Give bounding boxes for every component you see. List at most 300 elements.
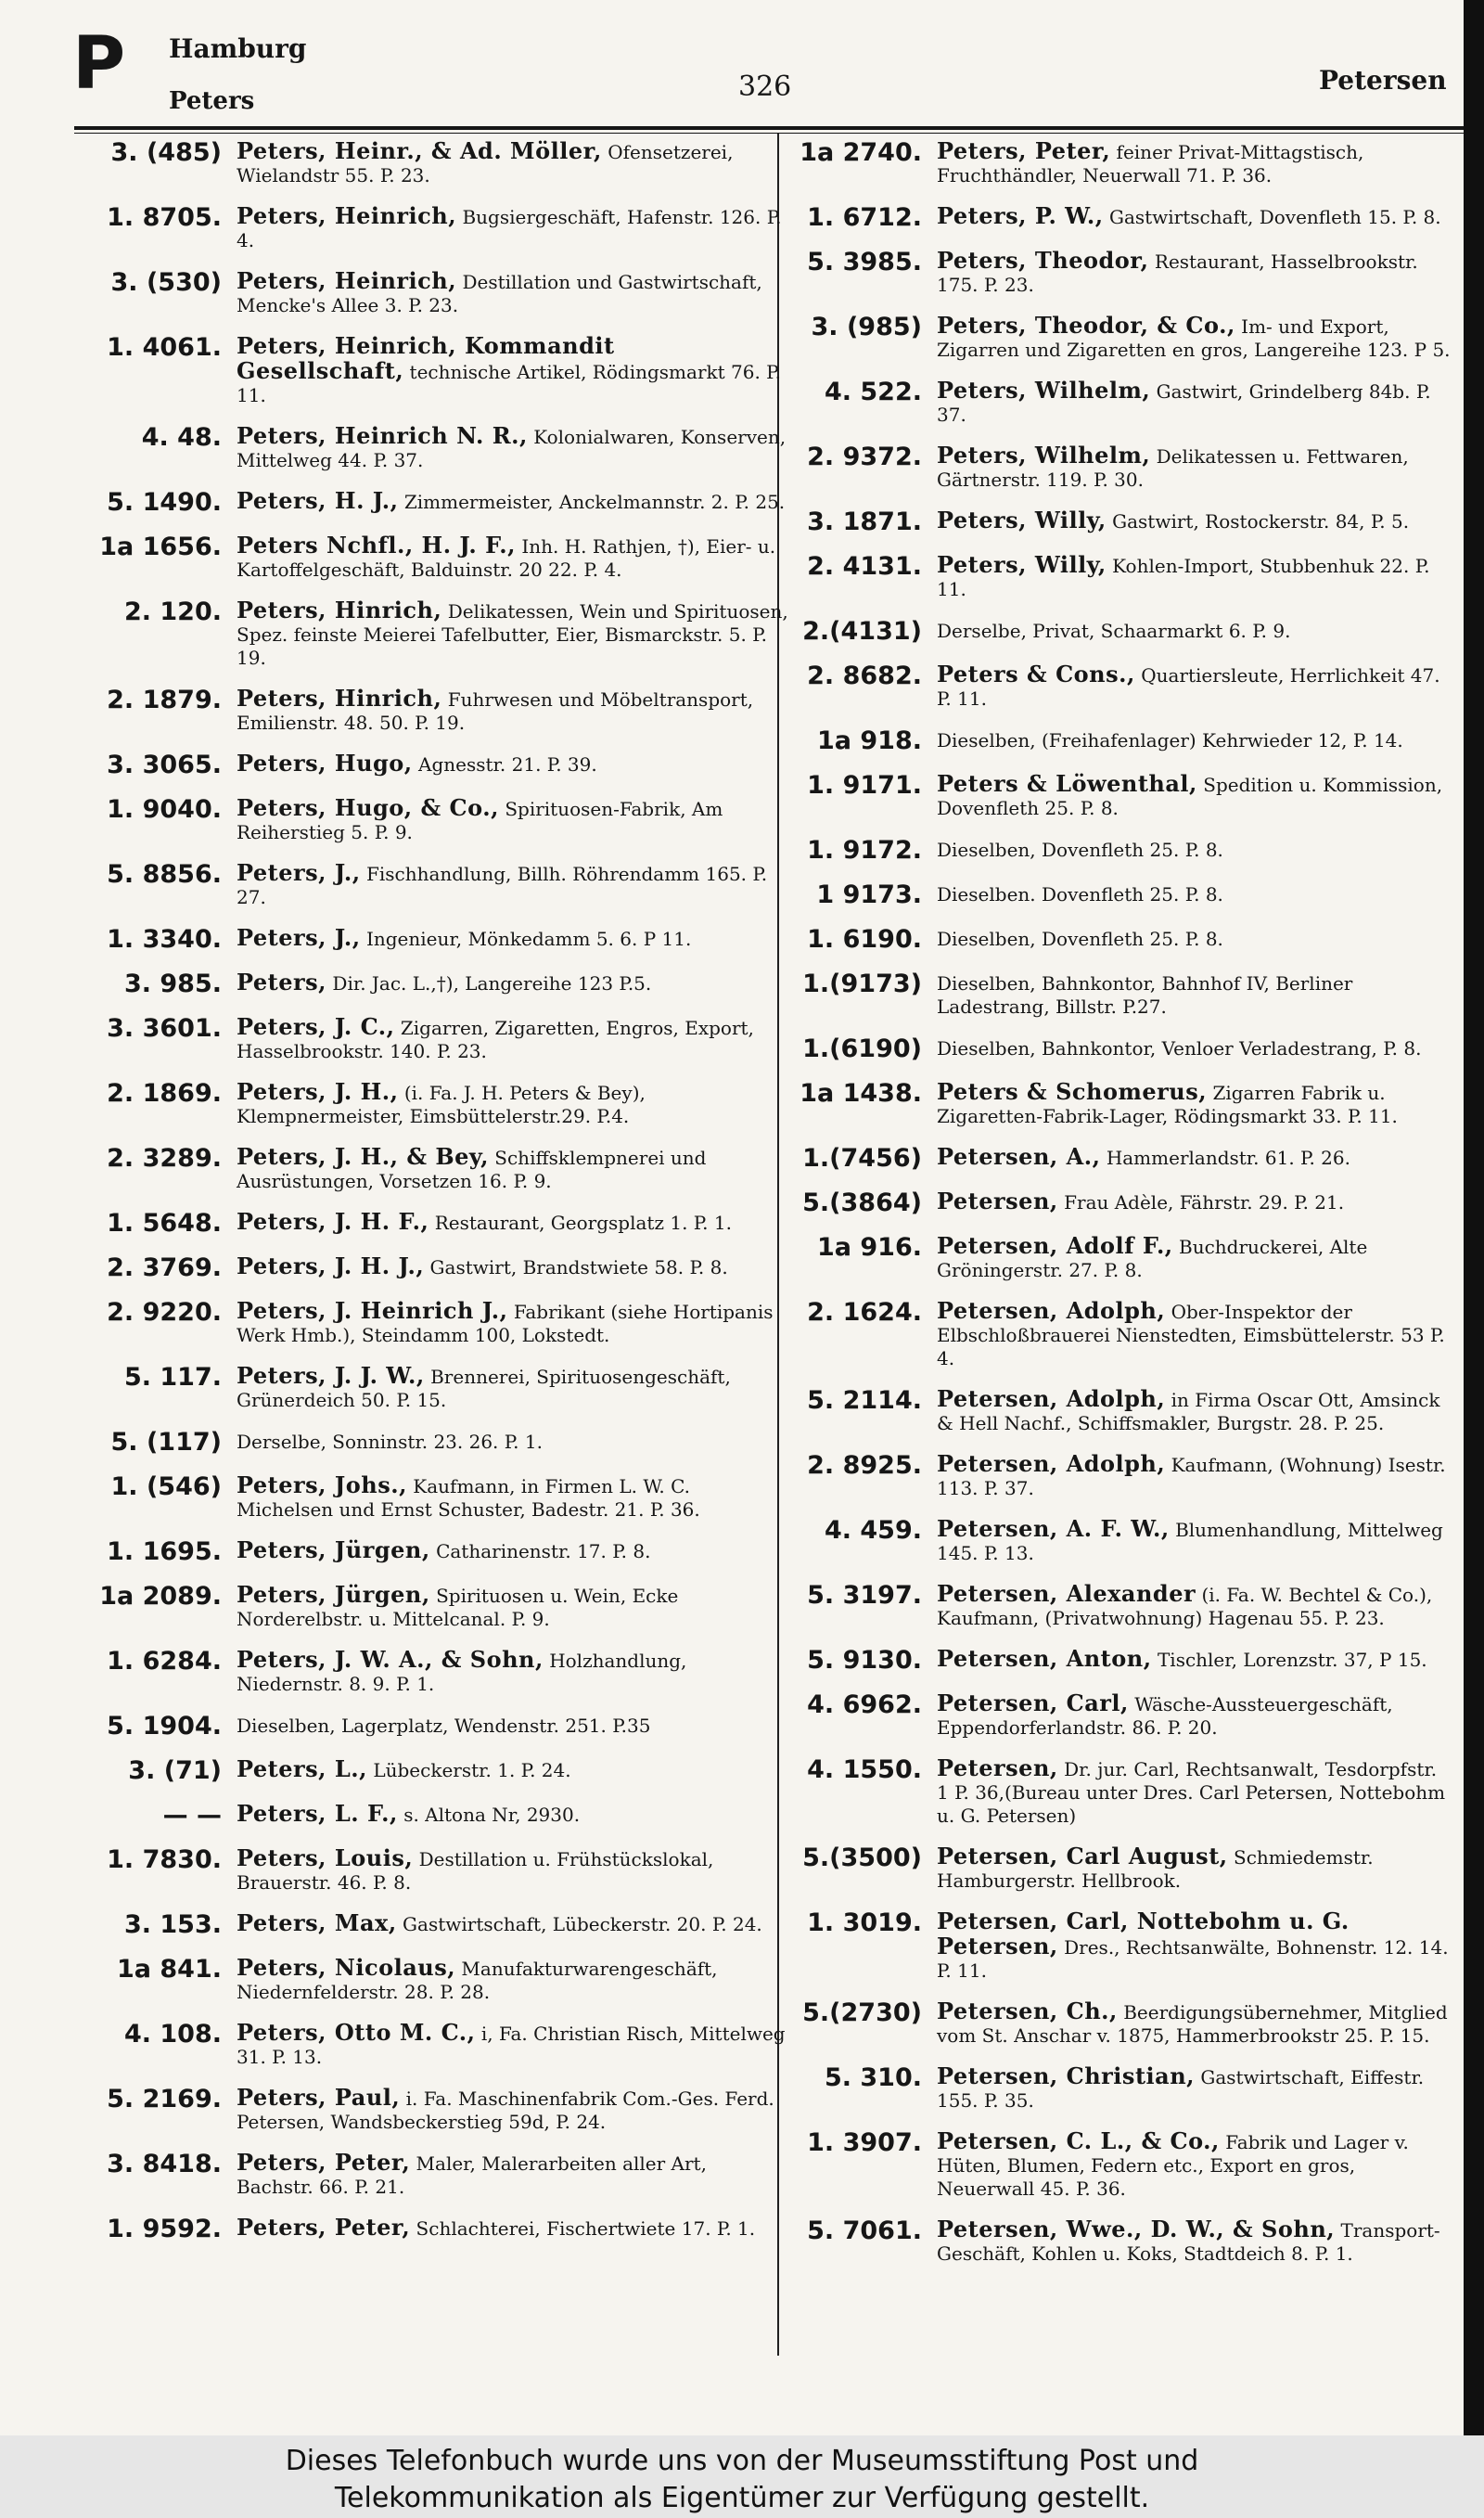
subscriber-name: Peters, Otto M. C.,: [237, 2019, 476, 2046]
entry-text: [937, 618, 1451, 643]
entry-text: [237, 489, 788, 514]
subscriber-details: Wäsche-Aussteuergeschäft, Eppendorferlandstr. 86. P. 20.: [937, 1693, 1393, 1739]
phone-number: 4. 48.: [141, 423, 222, 452]
directory-entry: [74, 1299, 788, 1347]
directory-entry: [74, 1956, 788, 2004]
subscriber-details: Gastwirt, Rostockerstr. 84, P. 5.: [1112, 510, 1410, 533]
subscriber-name: Peters, J. Heinrich J.,: [237, 1297, 508, 1324]
subscriber-details: Dieselben, Lagerplatz, Wendenstr. 251. P.35: [237, 1715, 651, 1737]
phone-number: 1a 841.: [116, 1955, 222, 1984]
subscriber-name: Peters & Löwenthal,: [937, 770, 1197, 797]
subscriber-details: Gastwirtschaft, Lübeckerstr. 20. P. 24.: [403, 1913, 762, 1935]
subscriber-details: Quartiersleute, Herrlichkeit 47. P. 11.: [937, 664, 1440, 710]
subscriber-details: s. Altona Nr, 2930.: [403, 1804, 581, 1826]
running-head: Petersen: [1319, 65, 1447, 96]
subscriber-details: Schmiedemstr. Hamburgerstr. Hellbrook.: [937, 1846, 1374, 1892]
directory-entry: [74, 1538, 788, 1566]
entry-text: [937, 1189, 1451, 1214]
directory-entry: [74, 1757, 788, 1785]
entry-text: [937, 662, 1451, 711]
subscriber-details: Im- und Export, Zigarren und Zigaretten en gros, Langereihe 123. P 5.: [937, 315, 1451, 361]
footer-line-2: Telekommunikation als Eigentümer zur Verfügung gestellt.: [334, 2482, 1150, 2514]
entry-text: [937, 1756, 1451, 1828]
directory-entry: [790, 1387, 1451, 1435]
entry-text: [937, 727, 1451, 752]
phone-number: 2. 1879.: [107, 686, 222, 714]
phone-number: — —: [162, 1801, 222, 1830]
subscriber-name: Peters, Hugo, & Co.,: [237, 794, 499, 821]
subscriber-details: Spirituosen u. Wein, Ecke Norderelbstr. u. Mittelcanal. P. 9.: [237, 1585, 679, 1630]
entry-text: [937, 772, 1451, 820]
directory-entry: [790, 1234, 1451, 1282]
entry-text: [237, 2021, 788, 2069]
entry-text: [237, 1757, 788, 1782]
subscriber-name: Petersen, Carl,: [937, 1689, 1129, 1716]
subscriber-name: Petersen, Adolph,: [937, 1297, 1166, 1324]
subscriber-name: Peters, Johs.,: [237, 1471, 407, 1498]
entry-text: [937, 314, 1451, 362]
entry-text: [237, 1299, 788, 1347]
entry-text: [937, 1691, 1451, 1740]
phone-number: 1. 8705.: [107, 203, 222, 232]
entry-text: [937, 508, 1451, 533]
subscriber-name: Peters, J. C.,: [237, 1013, 395, 1040]
header-city: Hamburg: [169, 33, 307, 64]
subscriber-details: Buchdruckerei, Alte Gröningerstr. 27. P. 8.: [937, 1236, 1368, 1281]
subscriber-details: Bugsiergeschäft, Hafenstr. 126. P. 4.: [237, 206, 782, 251]
phone-number: 3. 153.: [123, 1910, 222, 1939]
subscriber-details: Spirituosen-Fabrik, Am Reiherstieg 5. P. 9.: [237, 798, 723, 843]
directory-entry: [74, 1473, 788, 1522]
entry-text: [237, 1210, 788, 1235]
phone-number: 1. 6190.: [807, 925, 922, 954]
subscriber-details: Hammerlandstr. 61. P. 26.: [1106, 1147, 1350, 1169]
subscriber-name: Peters, Willy,: [937, 507, 1107, 533]
entry-text: [237, 2216, 788, 2241]
subscriber-details: Dres., Rechtsanwälte, Bohnenstr. 12. 14. P. 11.: [937, 1936, 1449, 1982]
entry-text: [937, 2217, 1451, 2266]
phone-number: 3. 8418.: [107, 2150, 222, 2178]
subscriber-name: Peters, Theodor,: [937, 247, 1149, 274]
phone-number: 1. 9040.: [107, 795, 222, 824]
entry-text: [237, 269, 788, 317]
subscriber-name: Peters, Theodor, & Co.,: [937, 312, 1235, 339]
directory-entry: [790, 2064, 1451, 2113]
subscriber-details: Schiffsklempnerei und Ausrüstungen, Vorsetzen 16. P. 9.: [237, 1147, 707, 1192]
subscriber-details: Catharinenstr. 17. P. 8.: [436, 1540, 651, 1562]
phone-number: 5.(2730): [802, 1998, 922, 2027]
phone-number: 1. 9592.: [107, 2215, 222, 2243]
subscriber-name: Peters, J.,: [237, 924, 361, 951]
directory-entry: [790, 249, 1451, 297]
subscriber-details: Ober-Inspektor der Elbschloßbrauerei Nienstedten, Eimsbüttelerstr. 53 P. 4.: [937, 1301, 1445, 1369]
subscriber-details: Dieselben. Dovenfleth 25. P. 8.: [937, 883, 1223, 906]
subscriber-details: Restaurant, Georgsplatz 1. P. 1.: [434, 1212, 732, 1234]
entry-text: [937, 553, 1451, 601]
directory-entry: [790, 1452, 1451, 1500]
subscriber-name: Peters, Wilhelm,: [937, 442, 1151, 469]
directory-entry: [790, 1691, 1451, 1740]
phone-number: 1. 3340.: [107, 925, 222, 954]
phone-number: 3. 3601.: [107, 1014, 222, 1043]
directory-entry: [790, 970, 1451, 1019]
entry-text: [937, 249, 1451, 297]
phone-number: 5. (117): [110, 1428, 222, 1457]
subscriber-name: Peters, Peter,: [237, 2214, 411, 2241]
entry-text: [237, 687, 788, 735]
entry-text: [237, 598, 788, 670]
directory-entry: [74, 970, 788, 998]
subscriber-details: Derselbe, Privat, Schaarmarkt 6. P. 9.: [937, 620, 1291, 642]
directory-entry: [790, 1647, 1451, 1675]
directory-entry: [790, 379, 1451, 427]
subscriber-details: (i. Fa. W. Bechtel & Co.), Kaufmann, (Privatwohnung) Hagenau 55. P. 23.: [937, 1584, 1433, 1629]
directory-entry: [74, 1802, 788, 1830]
entry-text: [237, 139, 788, 187]
entry-text: [237, 1145, 788, 1193]
phone-number: 5. 3985.: [807, 248, 922, 276]
entry-text: [237, 926, 788, 951]
entry-text: [937, 1844, 1451, 1893]
subscriber-details: Kaufmann, in Firmen L. W. C. Michelsen und Ernst Schuster, Badestr. 21. P. 36.: [237, 1475, 700, 1521]
entry-text: [937, 1582, 1451, 1630]
entry-text: [237, 1802, 788, 1827]
entry-text: [237, 1254, 788, 1279]
book-spine: [1464, 0, 1484, 2435]
entry-text: [237, 1080, 788, 1128]
directory-entry: [790, 772, 1451, 820]
subscriber-name: Peters & Schomerus,: [937, 1078, 1208, 1105]
subscriber-details: Blumenhandlung, Mittelweg 145. P. 13.: [937, 1519, 1443, 1564]
directory-entry: [790, 837, 1451, 865]
header-rule: [74, 126, 1464, 130]
entry-text: [237, 2151, 788, 2199]
entry-text: [237, 1956, 788, 2004]
subscriber-details: Lübeckerstr. 1. P. 24.: [373, 1759, 571, 1781]
phone-number: 4. 108.: [123, 2020, 222, 2049]
header-rule-thin: [74, 133, 1464, 134]
subscriber-name: Petersen, Ch.,: [937, 1998, 1118, 2024]
subscriber-details: i. Fa. Maschinenfabrik Com.-Ges. Ferd. Petersen, Wandsbeckerstieg 59d, P. 24.: [237, 2088, 774, 2133]
subscriber-name: Peters, Heinrich N. R.,: [237, 422, 528, 449]
subscriber-details: Manufakturwarengeschäft, Niedernfelderstr. 28. P. 28.: [237, 1958, 718, 2003]
subscriber-details: Brennerei, Spirituosengeschäft, Grünerdeich 50. P. 15.: [237, 1366, 731, 1411]
subscriber-details: Dieselben, Bahnkontor, Venloer Verladestrang, P. 8.: [937, 1037, 1422, 1060]
subscriber-details: Zimmermeister, Anckelmannstr. 2. P. 25.: [403, 491, 786, 513]
subscriber-name: Petersen, A. F. W.,: [937, 1515, 1170, 1542]
subscriber-name: Petersen, Alexander: [937, 1580, 1196, 1607]
phone-number: 1. 6712.: [807, 203, 922, 232]
directory-entry: [790, 1582, 1451, 1630]
right-column: [790, 139, 1451, 2282]
directory-entry: [790, 1145, 1451, 1173]
directory-entry: [74, 139, 788, 187]
directory-entry: [74, 2021, 788, 2069]
entry-text: [237, 1538, 788, 1563]
entry-text: [237, 334, 788, 407]
entry-text: [237, 1429, 788, 1454]
subscriber-details: Holzhandlung, Niedernstr. 8. 9. P. 1.: [237, 1650, 687, 1695]
directory-entry: [790, 618, 1451, 646]
directory-entry: [74, 1583, 788, 1631]
page-number: 326: [738, 71, 792, 103]
directory-entry: [74, 424, 788, 472]
directory-entry: [74, 1713, 788, 1741]
phone-number: 2. 1869.: [107, 1079, 222, 1108]
directory-entry: [790, 508, 1451, 536]
directory-entry: [790, 881, 1451, 909]
phone-number: 5. 8856.: [107, 860, 222, 889]
directory-entry: [74, 1015, 788, 1063]
subscriber-name: Peters, Peter,: [937, 139, 1111, 164]
subscriber-name: Peters Nchfl., H. J. F.,: [237, 532, 516, 559]
directory-entry: [74, 2086, 788, 2134]
directory-entry: [790, 662, 1451, 711]
subscriber-details: Delikatessen u. Fettwaren, Gärtnerstr. 119. P. 30.: [937, 445, 1409, 491]
subscriber-name: Petersen, Carl, Nottebohm u. G. Petersen,: [937, 1908, 1350, 1959]
subscriber-name: Peters, H. J.,: [237, 487, 399, 514]
directory-entry: [74, 1911, 788, 1939]
entry-text: [237, 861, 788, 909]
subscriber-name: Peters, Heinr., & Ad. Möller,: [237, 139, 602, 164]
directory-entry: [74, 533, 788, 582]
subscriber-details: Ingenieur, Mönkedamm 5. 6. P 11.: [365, 928, 692, 950]
entry-text: [937, 881, 1451, 906]
phone-number: 2. 9220.: [107, 1298, 222, 1327]
entry-text: [237, 1648, 788, 1696]
directory-entry: [790, 1035, 1451, 1063]
subscriber-details: Destillation u. Frühstückslokal, Brauerstr. 46. P. 8.: [237, 1848, 714, 1894]
phone-number: 2. 120.: [123, 597, 222, 626]
phone-number: 4. 522.: [824, 378, 922, 406]
subscriber-name: Petersen, Adolph,: [937, 1385, 1166, 1412]
entry-text: [237, 424, 788, 472]
entry-text: [937, 1387, 1451, 1435]
directory-entry: [74, 2216, 788, 2243]
subscriber-name: Peters, J. H., & Bey,: [237, 1143, 489, 1170]
entry-text: [237, 796, 788, 844]
directory-entry: [74, 926, 788, 954]
directory-entry: [74, 752, 788, 779]
directory-entry: [74, 204, 788, 252]
directory-entry: [790, 1517, 1451, 1565]
subscriber-details: Spedition u. Kommission, Dovenfleth 25. P. 8.: [937, 774, 1443, 819]
subscriber-name: Petersen, Adolf F.,: [937, 1232, 1173, 1259]
entry-text: [237, 1846, 788, 1895]
directory-entry: [74, 1364, 788, 1412]
subscriber-name: Petersen, C. L., & Co.,: [937, 2127, 1220, 2154]
subscriber-details: Kaufmann, (Wohnung) Isestr. 113. P. 37.: [937, 1454, 1446, 1499]
phone-number: 1. (546): [110, 1472, 222, 1501]
phone-number: 3. 985.: [123, 970, 222, 998]
subscriber-name: Peters, Jürgen,: [237, 1581, 430, 1608]
subscriber-name: Peters, P. W.,: [937, 202, 1104, 229]
subscriber-name: Peters, Willy,: [937, 551, 1107, 578]
subscriber-name: Peters, Nicolaus,: [237, 1954, 456, 1981]
entry-text: [237, 204, 788, 252]
subscriber-details: Destillation und Gastwirtschaft, Mencke's Allee 3. P. 23.: [237, 271, 762, 316]
subscriber-name: Petersen, A.,: [937, 1143, 1101, 1170]
phone-number: 1. 7830.: [107, 1845, 222, 1874]
subscriber-details: Tischler, Lorenzstr. 37, P 15.: [1157, 1649, 1427, 1671]
phone-number: 5. 2114.: [807, 1386, 922, 1415]
subscriber-details: (i. Fa. J. H. Peters & Bey), Klempnermeister, Eimsbüttelerstr.29. P.4.: [237, 1082, 646, 1127]
entry-text: [237, 752, 788, 777]
subscriber-details: Dir. Jac. L.,†), Langereihe 123 P.5.: [332, 972, 652, 995]
entry-text: [937, 1035, 1451, 1060]
phone-number: 2. 4131.: [807, 552, 922, 581]
directory-entry: [790, 1080, 1451, 1128]
phone-number: 1. 9172.: [807, 836, 922, 865]
phone-number: 4. 1550.: [807, 1755, 922, 1784]
phone-number: 2. 8925.: [807, 1451, 922, 1480]
phone-number: 3. 1871.: [807, 507, 922, 536]
phone-number: 2. 3289.: [107, 1144, 222, 1173]
directory-entry: [74, 1080, 788, 1128]
phone-number: 1a 2089.: [99, 1582, 222, 1611]
entry-text: [937, 379, 1451, 427]
phone-number: 5.(3500): [802, 1844, 922, 1872]
subscriber-name: Petersen,: [937, 1754, 1058, 1781]
directory-entry: [74, 489, 788, 517]
subscriber-name: Peters, Paul,: [237, 2084, 401, 2111]
phone-number: 3. (485): [110, 139, 222, 167]
subscriber-details: Fabrik und Lager v. Hüten, Blumen, Federn etc., Export en gros, Neuerwall 45. P. 36.: [937, 2131, 1409, 2200]
subscriber-name: Peters, J. H. J.,: [237, 1253, 425, 1279]
phone-number: 1a 916.: [816, 1233, 922, 1262]
subscriber-name: Peters, J. H.,: [237, 1078, 399, 1105]
phone-number: 1.(7456): [802, 1144, 922, 1173]
phone-number: 5.(3864): [802, 1188, 922, 1217]
phone-number: 3. (530): [110, 268, 222, 297]
subscriber-details: Dieselben, Dovenfleth 25. P. 8.: [937, 928, 1223, 950]
subscriber-name: Peters, Hinrich,: [237, 685, 442, 712]
subscriber-details: Kohlen-Import, Stubbenhuk 22. P. 11.: [937, 555, 1430, 600]
phone-number: 1. 6284.: [107, 1647, 222, 1676]
subscriber-details: Restaurant, Hasselbrookstr. 175. P. 23.: [937, 251, 1418, 296]
subscriber-details: in Firma Oscar Ott, Amsinck & Hell Nachf., Schiffsmakler, Burgstr. 28. P. 25.: [937, 1389, 1440, 1434]
entry-text: [237, 533, 788, 582]
subscriber-details: Beerdigungsübernehmer, Mitglied vom St. Anschar v. 1875, Hammerbrookstr 25. P. 15.: [937, 2001, 1448, 2047]
phone-number: 1 9173.: [816, 880, 922, 909]
subscriber-name: Peters & Cons.,: [937, 661, 1135, 687]
phone-number: 2. 3769.: [107, 1253, 222, 1282]
entry-text: [937, 837, 1451, 862]
directory-entry: [74, 598, 788, 670]
phone-number: 5. 9130.: [807, 1646, 922, 1675]
subscriber-details: Derselbe, Sonninstr. 23. 26. P. 1.: [237, 1431, 543, 1453]
subscriber-details: Gastwirt, Brandstwiete 58. P. 8.: [429, 1256, 728, 1278]
phone-number: 1.(9173): [802, 970, 922, 998]
subscriber-details: Agnesstr. 21. P. 39.: [418, 753, 597, 776]
entry-text: [937, 2129, 1451, 2201]
entry-text: [237, 1015, 788, 1063]
entry-text: [937, 2064, 1451, 2113]
directory-entry: [74, 796, 788, 844]
directory-entry: [790, 926, 1451, 954]
subscriber-details: Gastwirtschaft, Dovenfleth 15. P. 8.: [1108, 206, 1441, 228]
entry-text: [937, 970, 1451, 1019]
phone-number: 1. 4061.: [107, 333, 222, 362]
directory-entry: [74, 1145, 788, 1193]
directory-entry: [790, 2129, 1451, 2201]
footer-notice: [0, 2435, 1484, 2518]
entry-text: [237, 1583, 788, 1631]
subscriber-name: Peters, J. H. F.,: [237, 1208, 429, 1235]
entry-text: [937, 1234, 1451, 1282]
entry-text: [937, 1909, 1451, 1983]
phone-number: 2. 8682.: [807, 662, 922, 690]
subscriber-name: Peters, Louis,: [237, 1844, 414, 1871]
entry-text: [937, 443, 1451, 492]
phone-number: 3. 3065.: [107, 751, 222, 779]
subscriber-name: Peters, Heinrich,: [237, 267, 457, 294]
subscriber-name: Peters, L. F.,: [237, 1800, 398, 1827]
directory-entry: [790, 2217, 1451, 2266]
phone-number: 1. 1695.: [107, 1537, 222, 1566]
subscriber-name: Peters, Hinrich,: [237, 597, 442, 623]
phone-number: 5. 3197.: [807, 1581, 922, 1610]
directory-entry: [74, 1648, 788, 1696]
subscriber-name: Petersen, Anton,: [937, 1645, 1152, 1672]
entry-text: [937, 1452, 1451, 1500]
subscriber-details: Dieselben, Dovenfleth 25. P. 8.: [937, 839, 1223, 861]
phone-number: 1. 3907.: [807, 2128, 922, 2157]
left-column: [74, 139, 788, 2260]
subscriber-details: Dr. jur. Carl, Rechtsanwalt, Tesdorpfstr. 1 P. 36,(Bureau unter Dres. Carl Petersen, Nottebohm u. G. Petersen): [937, 1758, 1446, 1827]
phone-number: 1a 918.: [816, 726, 922, 755]
subscriber-details: Dieselben, (Freihafenlager) Kehrwieder 12, P. 14.: [937, 729, 1403, 752]
entry-text: [937, 1080, 1451, 1128]
phone-number: 1a 1656.: [99, 533, 222, 561]
entry-text: [937, 1647, 1451, 1672]
subscriber-details: Delikatessen, Wein und Spirituosen, Spez. feinste Meierei Tafelbutter, Eier, Bismarckstr. 5. P. 19.: [237, 600, 788, 669]
footer-line-1: Dieses Telefonbuch wurde uns von der Museumsstiftung Post und: [285, 2445, 1199, 2477]
subscriber-name: Peters, Heinrich, Kommandit Gesellschaft,: [237, 332, 615, 384]
directory-entry: [74, 2151, 788, 2199]
subscriber-details: feiner Privat-Mittagstisch, Fruchthändler, Neuerwall 71. P. 36.: [937, 141, 1364, 186]
subscriber-name: Peters, Heinrich,: [237, 202, 457, 229]
entry-text: [237, 1713, 788, 1738]
phone-number: 1. 9171.: [807, 771, 922, 800]
header-name-range: Peters: [169, 87, 255, 115]
phone-number: 2.(4131): [802, 617, 922, 646]
phone-number: 3. (71): [128, 1756, 222, 1785]
subscriber-details: Schlachterei, Fischertwiete 17. P. 1.: [416, 2217, 756, 2240]
entry-text: [237, 2086, 788, 2134]
entry-text: [237, 1911, 788, 1936]
entry-text: [237, 970, 788, 996]
subscriber-name: Peters, Jürgen,: [237, 1536, 430, 1563]
directory-entry: [790, 204, 1451, 232]
subscriber-name: Peters, L.,: [237, 1755, 367, 1782]
subscriber-details: Fischhandlung, Billh. Röhrendamm 165. P. 27.: [237, 863, 768, 908]
directory-entry: [790, 1999, 1451, 2048]
directory-entry: [74, 334, 788, 407]
subscriber-name: Petersen, Carl August,: [937, 1843, 1228, 1869]
subscriber-name: Peters, Hugo,: [237, 750, 413, 777]
subscriber-details: Inh. H. Rathjen, †), Eier- u. Kartoffelgeschäft, Balduinstr. 20 22. P. 4.: [237, 535, 776, 581]
phone-number: 5. 117.: [123, 1363, 222, 1392]
directory-entry: [74, 269, 788, 317]
phone-number: 5. 7061.: [807, 2216, 922, 2245]
subscriber-details: Fabrikant (siehe Hortipanis Werk Hmb.), Steindamm 100, Lokstedt.: [237, 1301, 774, 1346]
subscriber-details: Kolonialwaren, Konserven, Mittelweg 44. P. 37.: [237, 426, 787, 471]
subscriber-details: i, Fa. Christian Risch, Mittelweg 31. P. 13.: [237, 2023, 786, 2068]
directory-entry: [790, 314, 1451, 362]
entry-text: [937, 1299, 1451, 1370]
phone-number: 2. 1624.: [807, 1298, 922, 1327]
